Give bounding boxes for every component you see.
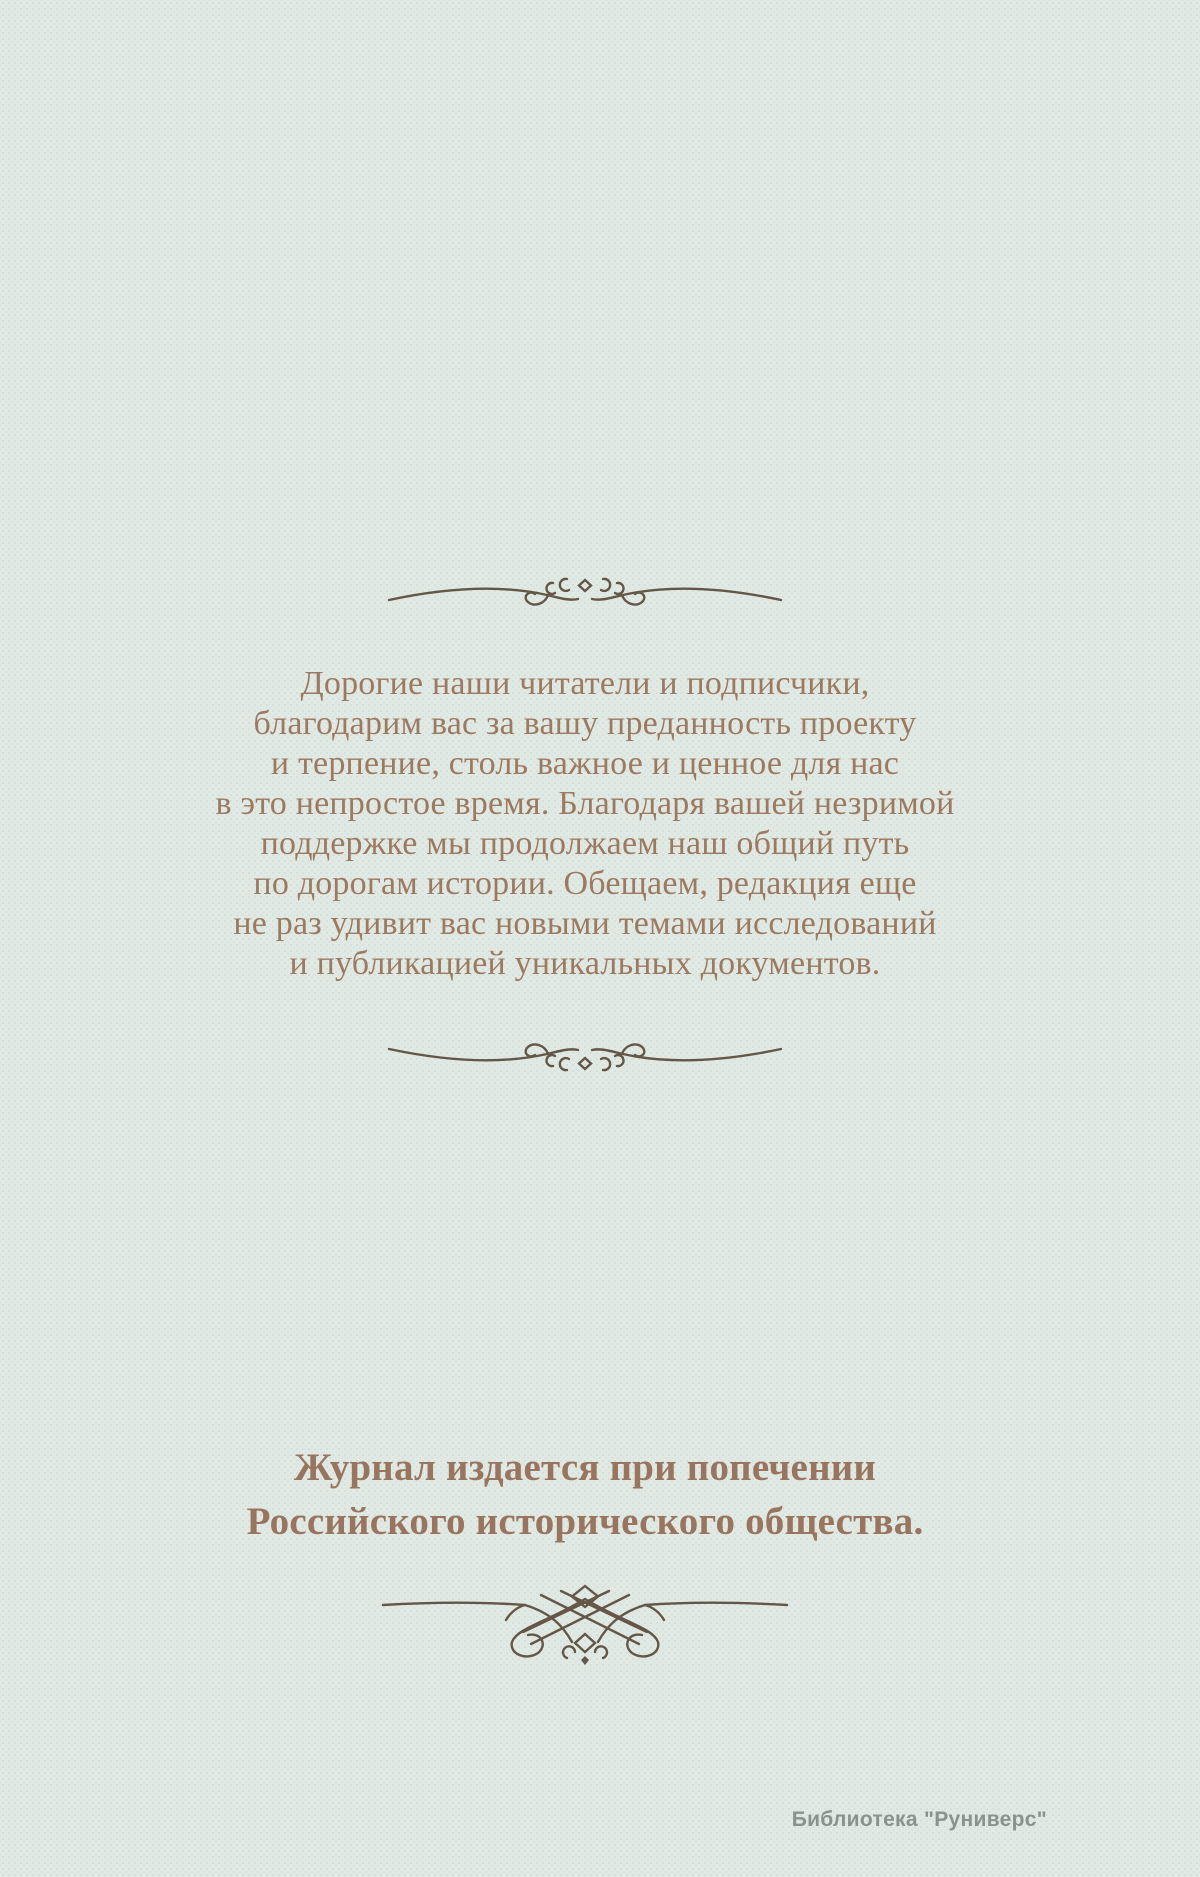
- imprint-line: Журнал издается при попечении: [293, 1446, 877, 1489]
- scroll-divider-flipped-icon: [85, 1040, 1085, 1074]
- message-line: по дорогам истории. Обещаем, редакция еще: [253, 865, 917, 902]
- message-paragraph: [85, 664, 1085, 984]
- library-watermark: Библиотека "Руниверс": [791, 1808, 1047, 1831]
- message-line: Дорогие наши читатели и подписчики,: [300, 665, 870, 702]
- message-line: поддержке мы продолжаем наш общий путь: [260, 825, 910, 862]
- message-line: и терпение, столь важное и ценное для нас: [270, 745, 900, 782]
- message-line: в это непростое время. Благодаря вашей незримой: [215, 785, 955, 822]
- message-line: не раз удивит вас новыми темами исследований: [233, 905, 937, 942]
- imprint-line: Российского исторического общества.: [246, 1500, 924, 1543]
- scroll-divider-icon: [85, 575, 1085, 609]
- message-line: благодарим вас за вашу преданность проекту: [253, 705, 917, 742]
- imprint-statement: [85, 1441, 1085, 1549]
- knot-tailpiece-icon: [85, 1582, 1085, 1668]
- message-line: и публикацией уникальных документов.: [289, 945, 881, 982]
